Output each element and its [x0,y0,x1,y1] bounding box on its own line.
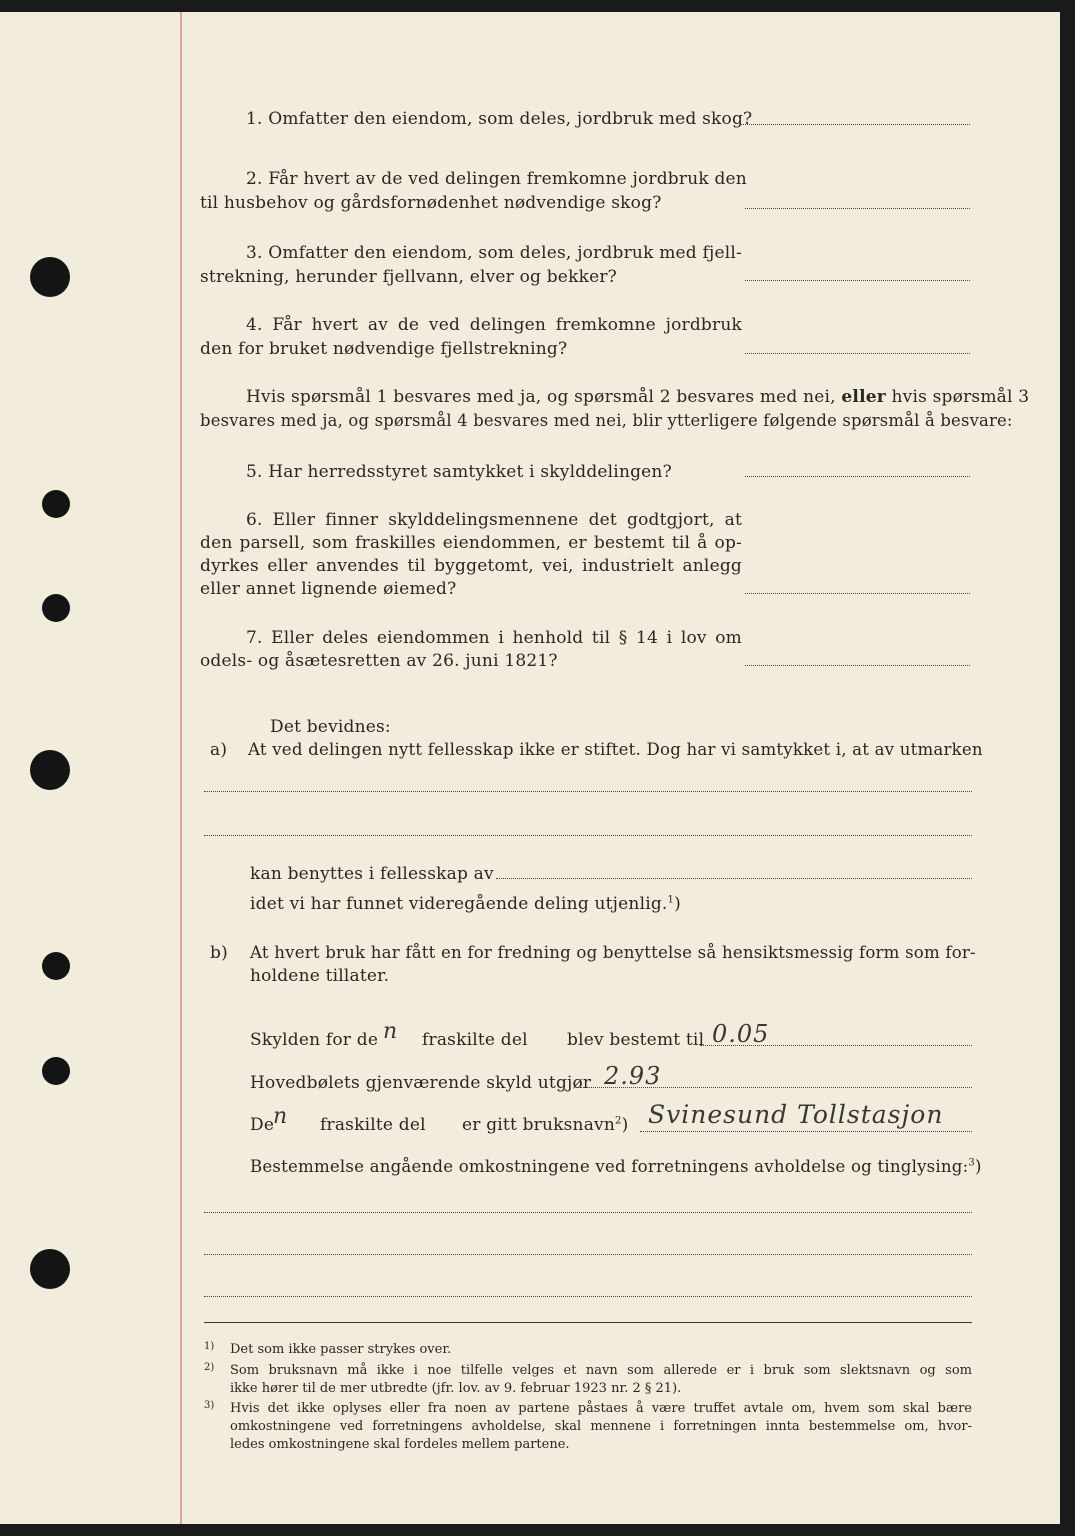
certify-b-line-1: At hvert bruk har fått en for fredning og benyttelse så hensiktsmessig form som for- [250,943,976,962]
bruksnavn-value[interactable]: Svinesund Tollstasjon [648,1100,944,1129]
footnote-3-mark: 3) [204,1400,215,1411]
idet-label: idet vi har funnet videregående deling utjenlig. [250,894,668,914]
conditional-line-1 [246,386,1030,408]
certify-b-label: b) [210,943,228,963]
bruksnavn-line[interactable] [640,1131,972,1132]
certify-b-line-2: holdene tillater. [250,966,390,986]
footnote-separator [204,1322,972,1323]
bestemmelse-line-2[interactable] [204,1254,972,1255]
question-7-line-2: odels- og åsætesretten av 26. juni 1821? [200,651,558,671]
idet-close-paren: ) [674,894,681,914]
hovedbolet-value[interactable]: 2.93 [604,1062,662,1090]
conditional-text-bold: eller [841,387,886,407]
footnote-3-line-3: ledes omkostningene skal fordeles mellem partene. [230,1437,570,1452]
question-6-line-3: dyrkes eller anvendes til byggetomt, vei, industrielt anlegg [200,556,742,576]
certify-heading: Det bevidnes: [270,717,391,737]
bestemmelse-text [250,1156,982,1178]
footnote-2-mark: 2) [204,1362,215,1373]
margin-line [180,12,182,1524]
question-3-line-1: 3. Omfatter den eiendom, som deles, jordbruk med fjell- [246,243,742,263]
footnote-2-line-2: ikke hører til de mer utbredte (jfr. lov. av 9. februar 1923 nr. 2 § 21). [230,1381,682,1396]
question-3-line-2: strekning, herunder fjellvann, elver og bekker? [200,267,617,287]
skylden-label-c: blev bestemt til [567,1030,705,1050]
answer-line-6[interactable] [745,593,970,594]
binder-hole [42,1057,70,1085]
question-7-line-1: 7. Eller deles eiendommen i henhold til § 14 i lov om [246,628,742,648]
conditional-text-b: hvis spørsmål 3 [891,387,1030,407]
utmark-line-1[interactable] [204,791,972,792]
bestemmelse-line-3[interactable] [204,1296,972,1297]
binder-hole [42,594,70,622]
question-6-line-2: den parsell, som fraskilles eiendommen, er bestemt til å op- [200,533,742,553]
footnote-ref-1: 1 [667,894,675,906]
question-6-line-1: 6. Eller finner skylddelingsmennene det godtgjort, at [246,510,742,530]
bestemmelse-line-1[interactable] [204,1212,972,1213]
bruksnavn-label: er gitt bruksnavn [462,1115,615,1135]
den-label-a: De [250,1115,275,1135]
binder-hole [30,257,70,297]
footnote-3-line-1: Hvis det ikke oplyses eller fra noen av partene påstaes å være truffet avtale om, hvem som skal bære [230,1401,972,1416]
question-5: 5. Har herredsstyret samtykket i skylddelingen? [246,462,672,482]
binder-hole [42,952,70,980]
den-label-b: fraskilte del [320,1115,426,1135]
certify-a-text: At ved delingen nytt fellesskap ikke er stiftet. Dog har vi samtykket i, at av utmarken [248,740,983,759]
footnote-3-line-2: omkostningene ved forretningens avholdelse, skal mennene i forretningen innta bestemmelse om, hvor- [230,1419,972,1434]
document-page [0,12,1060,1524]
footnote-1-text: Det som ikke passer strykes over. [230,1342,452,1357]
answer-line-5[interactable] [745,476,970,477]
answer-line-4[interactable] [745,353,970,354]
certify-a-label: a) [210,740,228,760]
answer-line-7[interactable] [745,665,970,666]
question-2-line-1: 2. Får hvert av de ved delingen fremkomne jordbruk den [246,169,747,189]
answer-line-2[interactable] [745,208,970,209]
hovedbolet-label: Hovedbølets gjenværende skyld utgjør [250,1073,592,1093]
skylden-label-a: Skylden for de [250,1030,379,1050]
question-2-line-2: til husbehov og gårdsfornødenhet nødvendige skog? [200,193,662,213]
answer-line-3[interactable] [745,280,970,281]
skylden-label-b: fraskilte del [422,1030,528,1050]
den-label-c [462,1114,628,1136]
binder-hole [30,750,70,790]
question-4-line-2: den for bruket nødvendige fjellstrekning? [200,339,568,359]
kan-benyttes-label: kan benyttes i fellesskap av [250,864,494,884]
conditional-text-a: Hvis spørsmål 1 besvares med ja, og spørsmål 2 besvares med nei, [246,387,836,407]
question-4-line-1: 4. Får hvert av de ved delingen fremkomne jordbruk [246,315,742,335]
skylden-value[interactable]: 0.05 [712,1020,770,1048]
utmark-line-2[interactable] [204,835,972,836]
bestemmelse-close-paren: ) [974,1157,982,1176]
binder-hole [42,490,70,518]
bruksnavn-close-paren: ) [621,1115,629,1135]
skylden-handwritten-n: n [383,1019,399,1044]
footnote-ref-3: 3 [968,1157,975,1169]
question-1: 1. Omfatter den eiendom, som deles, jordbruk med skog? [246,109,753,129]
binder-hole [30,1249,70,1289]
idet-text [250,893,681,915]
answer-line-1[interactable] [740,124,970,125]
footnote-ref-2: 2 [615,1115,622,1127]
den-handwritten-n: n [273,1104,289,1129]
footnote-2-line-1: Som bruksnavn må ikke i noe tilfelle velges et navn som allerede er i bruk som slektsnavn og som [230,1363,972,1378]
footnote-1-mark: 1) [204,1341,215,1352]
bestemmelse-label: Bestemmelse angående omkostningene ved forretningens avholdelse og tinglysing: [250,1157,969,1176]
fellesskap-line[interactable] [496,878,972,879]
conditional-line-2: besvares med ja, og spørsmål 4 besvares med nei, blir ytterligere følgende spørsmål å besvare: [200,411,1013,430]
question-6-line-4: eller annet lignende øiemed? [200,579,457,599]
